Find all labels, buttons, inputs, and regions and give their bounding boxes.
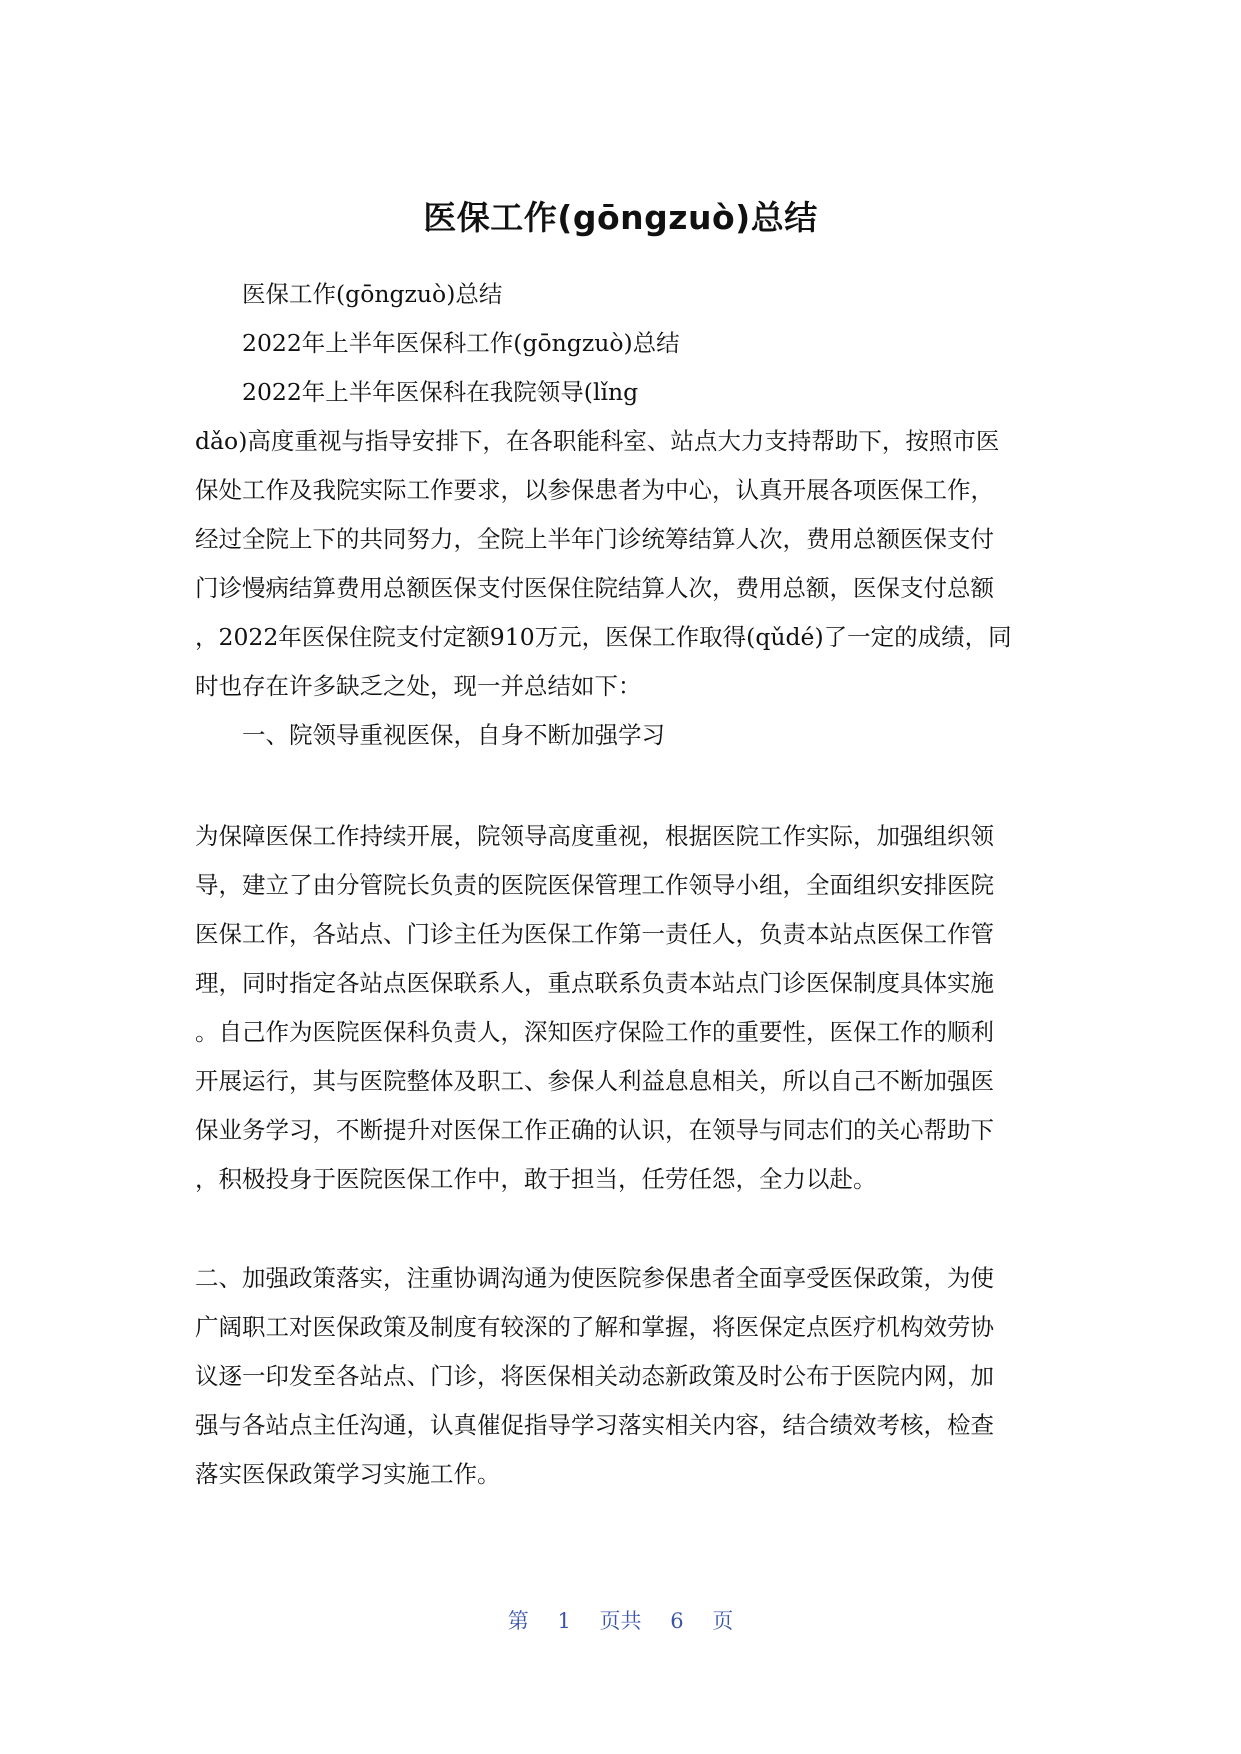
text-line: 保处工作及我院实际工作要求，以参保患者为中心，认真开展各项医保工作， bbox=[195, 476, 994, 504]
text-line: 理，同时指定各站点医保联系人，重点联系负责本站点门诊医保制度具体实施 bbox=[195, 969, 994, 997]
text-line: 落实医保政策学习实施工作。 bbox=[195, 1460, 501, 1488]
page-footer bbox=[0, 1606, 1241, 1636]
text-line: ，积极投身于医院医保工作中，敢于担当，任劳任怨，全力以赴。 bbox=[195, 1165, 877, 1193]
text-line: 门诊慢病结算费用总额医保支付医保住院结算人次，费用总额，医保支付总额 bbox=[195, 574, 994, 602]
text-line: 议逐一印发至各站点、门诊，将医保相关动态新政策及时公布于医院内网，加 bbox=[195, 1362, 994, 1390]
paragraph-block-intro bbox=[195, 270, 1050, 760]
paragraph-block-section-1 bbox=[195, 812, 1050, 1204]
text-line: 2022年上半年医保科工作(gōngzuò)总结 bbox=[242, 329, 680, 357]
text-line: 为保障医保工作持续开展，院领导高度重视，根据医院工作实际，加强组织领 bbox=[195, 822, 994, 850]
text-line: 医保工作，各站点、门诊主任为医保工作第一责任人，负责本站点医保工作管 bbox=[195, 920, 994, 948]
text-line: 2022年上半年医保科在我院领导(lǐng bbox=[242, 378, 639, 406]
text-line: 二、加强政策落实，注重协调沟通为使医院参保患者全面享受医保政策，为使 bbox=[195, 1264, 994, 1292]
paragraph-block-section-2 bbox=[195, 1254, 1050, 1499]
text-line: 时也存在许多缺乏之处，现一并总结如下： bbox=[195, 672, 642, 700]
page-label-mid: 页共 bbox=[599, 1609, 642, 1633]
page-label-suffix: 页 bbox=[712, 1609, 734, 1633]
text-line: 保业务学习，不断提升对医保工作正确的认识，在领导与同志们的关心帮助下 bbox=[195, 1116, 994, 1144]
page-total: 6 bbox=[670, 1609, 684, 1633]
section-heading-1: 一、院领导重视医保，自身不断加强学习 bbox=[242, 721, 665, 749]
text-line: 开展运行，其与医院整体及职工、参保人利益息息相关，所以自己不断加强医 bbox=[195, 1067, 994, 1095]
text-line: 广阔职工对医保政策及制度有较深的了解和掌握，将医保定点医疗机构效劳协 bbox=[195, 1313, 994, 1341]
text-line: 。自己作为医院医保科负责人，深知医疗保险工作的重要性，医保工作的顺利 bbox=[195, 1018, 994, 1046]
text-line: ，2022年医保住院支付定额910万元，医保工作取得(qǔdé)了一定的成绩，同 bbox=[195, 623, 1012, 651]
page-number: 1 bbox=[557, 1609, 571, 1633]
text-line: 医保工作(gōngzuò)总结 bbox=[242, 280, 503, 308]
text-line: 强与各站点主任沟通，认真催促指导学习落实相关内容，结合绩效考核，检查 bbox=[195, 1411, 994, 1439]
text-line: dǎo)高度重视与指导安排下，在各职能科室、站点大力支持帮助下，按照市医 bbox=[195, 427, 1000, 455]
text-line: 经过全院上下的共同努力，全院上半年门诊统筹结算人次，费用总额医保支付 bbox=[195, 525, 994, 553]
text-line: 导，建立了由分管院长负责的医院医保管理工作领导小组，全面组织安排医院 bbox=[195, 871, 994, 899]
document-title: 医保工作(gōngzuò)总结 bbox=[423, 198, 818, 237]
page-label-prefix: 第 bbox=[507, 1609, 529, 1633]
